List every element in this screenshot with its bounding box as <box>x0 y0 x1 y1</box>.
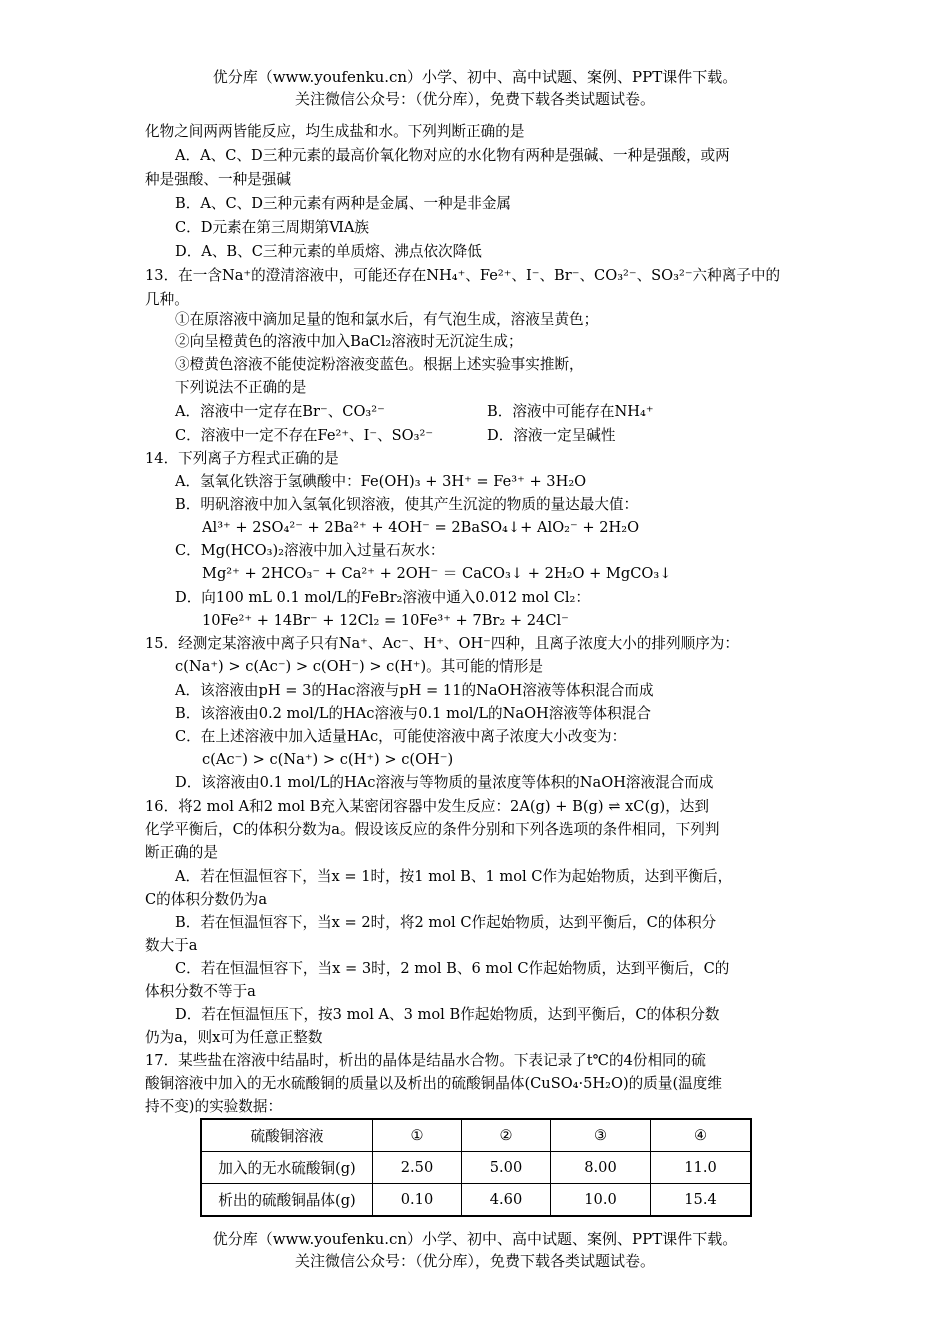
text-line: 数大于a <box>145 937 198 954</box>
table-cell: 析出的硫酸铜晶体(g) <box>201 1184 373 1217</box>
text-line: ①在原溶液中滴加足量的饱和氯水后，有气泡生成，溶液呈黄色； <box>175 311 599 328</box>
text-line: 种是强酸、一种是强碱 <box>145 171 291 188</box>
option-b: B．溶液中可能存在NH₄⁺ <box>487 403 654 420</box>
text-line: B．若在恒温恒容下，当x = 2时，将2 mol C作起始物质，达到平衡后，C的体积分 <box>175 914 717 931</box>
table-cell: 15.4 <box>651 1184 752 1217</box>
text-line: 持不变)的实验数据： <box>145 1098 283 1115</box>
table-row <box>201 1152 751 1184</box>
header-line-1: 优分库（www.youfenku.cn）小学、初中、高中试题、案例、PPT课件下载。 <box>212 68 738 86</box>
text-line: C．Mg(HCO₃)₂溶液中加入过量石灰水： <box>175 542 445 559</box>
equation: 10Fe²⁺ + 14Br⁻ + 12Cl₂ = 10Fe³⁺ + 7Br₂ + 24Cl⁻ <box>202 612 569 629</box>
table-header-cell: ③ <box>551 1119 651 1152</box>
text-line: C．D元素在第三周期第ⅥA族 <box>175 219 370 236</box>
table-cell: 11.0 <box>651 1152 752 1184</box>
text-line: C的体积分数仍为a <box>145 891 268 908</box>
table-header-cell: ① <box>373 1119 462 1152</box>
text-line: D．A、B、C三种元素的单质熔、沸点依次降低 <box>175 243 482 260</box>
question-17: 17．某些盐在溶液中结晶时，析出的晶体是结晶水合物。下表记录了t℃的4份相同的硫 <box>145 1052 706 1069</box>
table-cell: 0.10 <box>373 1184 462 1217</box>
text-line: 断正确的是 <box>145 844 218 861</box>
text-line: A．若在恒温恒容下，当x = 1时，按1 mol B、1 mol C作为起始物质，达到平衡后， <box>175 868 733 885</box>
question-15: 15．经测定某溶液中离子只有Na⁺、Ac⁻、H⁺、OH⁻四种，且离子浓度大小的排列顺序为： <box>145 635 739 652</box>
text-line: D．若在恒温恒压下，按3 mol A、3 mol B作起始物质，达到平衡后，C的体积分数 <box>175 1006 720 1023</box>
table-header-cell: 硫酸铜溶液 <box>201 1119 373 1152</box>
text-line: 体积分数不等于a <box>145 983 256 1000</box>
table-header-row <box>201 1119 751 1152</box>
equation: Mg²⁺ + 2HCO₃⁻ + Ca²⁺ + 2OH⁻ ＝ CaCO₃↓ + 2H₂O + MgCO₃↓ <box>202 565 672 582</box>
text-line: A．该溶液由pH = 3的Hac溶液与pH = 11的NaOH溶液等体积混合而成 <box>175 682 654 699</box>
equation: Al³⁺ + 2SO₄²⁻ + 2Ba²⁺ + 4OH⁻ = 2BaSO₄↓+ AlO₂⁻ + 2H₂O <box>202 519 640 536</box>
text-line: 仍为a，则x可为任意正整数 <box>145 1029 323 1046</box>
table-cell: 4.60 <box>462 1184 551 1217</box>
table-row <box>201 1184 751 1217</box>
text-line: D．向100 mL 0.1 mol/L的FeBr₂溶液中通入0.012 mol Cl₂： <box>175 589 591 606</box>
option-d: D．溶液一定呈碱性 <box>487 427 616 444</box>
table-header-cell: ② <box>462 1119 551 1152</box>
table-cell: 5.00 <box>462 1152 551 1184</box>
option-c: C．溶液中一定不存在Fe²⁺、I⁻、SO₃²⁻ <box>175 427 434 444</box>
text-line: B．明矾溶液中加入氢氧化钡溶液，使其产生沉淀的物质的量达最大值： <box>175 496 639 513</box>
data-table <box>200 1118 752 1217</box>
text-line: B．A、C、D三种元素有两种是金属、一种是非金属 <box>175 195 512 212</box>
text-line: A．氢氧化铁溶于氢碘酸中：Fe(OH)₃ + 3H⁺ = Fe³⁺ + 3H₂O <box>175 473 587 490</box>
option-a: A．溶液中一定存在Br⁻、CO₃²⁻ <box>175 403 385 420</box>
table-cell: 2.50 <box>373 1152 462 1184</box>
equation: c(Ac⁻) > c(Na⁺) > c(H⁺) > c(OH⁻) <box>202 751 454 768</box>
table-cell: 加入的无水硫酸铜(g) <box>201 1152 373 1184</box>
text-line: C．在上述溶液中加入适量HAc，可能使溶液中离子浓度大小改变为： <box>175 728 627 745</box>
table-cell: 8.00 <box>551 1152 651 1184</box>
table-cell: 10.0 <box>551 1184 651 1217</box>
text-line: C．若在恒温恒容下，当x = 3时，2 mol B、6 mol C作起始物质，达到平衡后，C的 <box>175 960 730 977</box>
text-line: ③橙黄色溶液不能使淀粉溶液变蓝色。根据上述实验事实推断， <box>175 356 584 373</box>
question-14: 14．下列离子方程式正确的是 <box>145 450 339 467</box>
equation: c(Na⁺) > c(Ac⁻) > c(OH⁻) > c(H⁺)。其可能的情形是 <box>175 658 543 675</box>
text-line: ②向呈橙黄色的溶液中加入BaCl₂溶液时无沉淀生成； <box>175 333 523 350</box>
text-line: 几种。 <box>145 291 189 308</box>
text-line: A．A、C、D三种元素的最高价氧化物对应的水化物有两种是强碱、一种是强酸，或两 <box>175 147 730 164</box>
text-line: B．该溶液由0.2 mol/L的HAc溶液与0.1 mol/L的NaOH溶液等体积混合 <box>175 705 651 722</box>
text-line: D．该溶液由0.1 mol/L的HAc溶液与等物质的量浓度等体积的NaOH溶液混合而成 <box>175 774 714 791</box>
text-line: 化学平衡后，C的体积分数为a。假设该反应的条件分别和下列各选项的条件相同，下列判 <box>145 821 720 838</box>
question-16: 16．将2 mol A和2 mol B充入某密闭容器中发生反应：2A(g) + B(g) ⇌ xC(g)，达到 <box>145 798 709 815</box>
header-line-2: 关注微信公众号：（优分库），免费下载各类试题试卷。 <box>294 90 655 108</box>
table-header-cell: ④ <box>651 1119 752 1152</box>
text-line: 酸铜溶液中加入的无水硫酸铜的质量以及析出的硫酸铜晶体(CuSO₄·5H₂O)的质量(温度维 <box>145 1075 722 1092</box>
question-13: 13．在一含Na⁺的澄清溶液中，可能还存在NH₄⁺、Fe²⁺、I⁻、Br⁻、CO₃²⁻、SO₃²⁻六种离子中的 <box>145 267 781 284</box>
text-line: 下列说法不正确的是 <box>175 379 307 396</box>
footer-line-2: 关注微信公众号：（优分库），免费下载各类试题试卷。 <box>294 1252 655 1270</box>
text-line: 化物之间两两皆能反应，均生成盐和水。下列判断正确的是 <box>145 123 525 140</box>
footer-line-1: 优分库（www.youfenku.cn）小学、初中、高中试题、案例、PPT课件下载。 <box>212 1230 738 1248</box>
